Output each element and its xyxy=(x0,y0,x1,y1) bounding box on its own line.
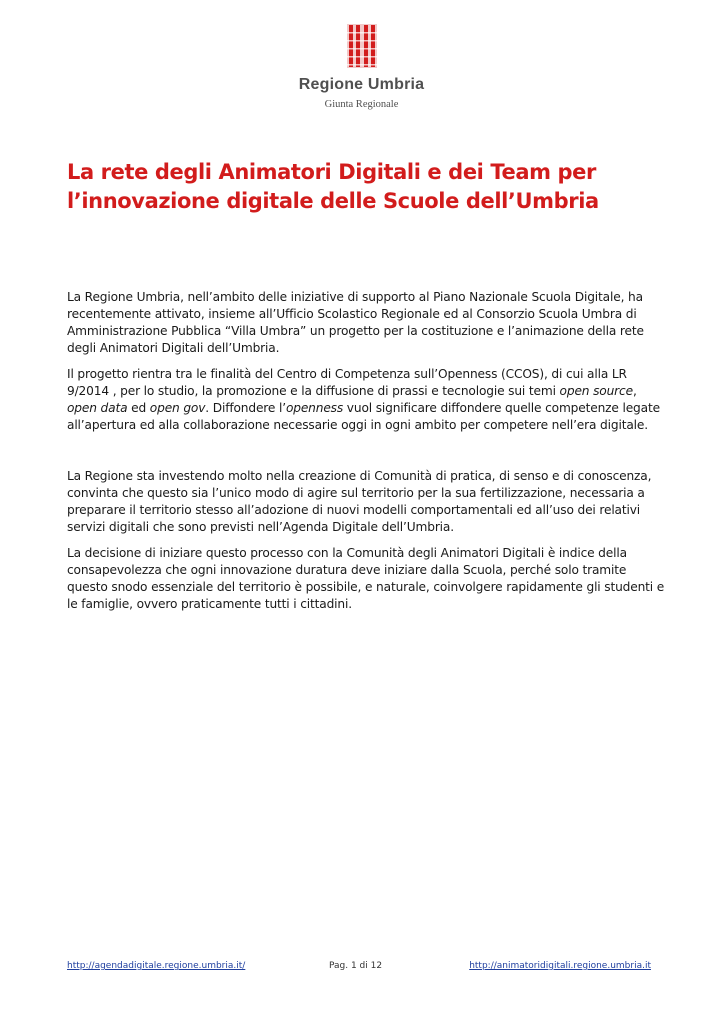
title-line-1: La rete degli Animatori Digitali e dei Team per xyxy=(67,160,596,184)
footer-link-agenda-digitale[interactable]: http://agendadigitale.regione.umbria.it/ xyxy=(67,961,246,971)
paragraph-2 xyxy=(67,366,667,434)
paragraph-2-text-b: , xyxy=(632,384,637,398)
paragraph-4: La decisione di iniziare questo processo con la Comunità degli Animatori Digitali è indice della consapevolezza che ogni innovazione duratura deve iniziare dalla Scuola, perché solo tramite questo snodo essenziale del territorio è possibile, e naturale, coinvolgere rapidamente gli studenti e le famiglie, ovvero praticamente tutti i cittadini. xyxy=(67,546,665,611)
term-open-data: open data xyxy=(67,401,128,415)
org-name: Regione Umbria xyxy=(298,76,425,93)
regione-umbria-emblem-icon xyxy=(347,24,377,68)
term-open-source: open source xyxy=(559,384,633,398)
paragraph-2-text-e: vuol significare diffondere quelle competenze legate all’apertura ed alla collaborazione necessarie oggi in ogni ambito per competere nell’era digitale. xyxy=(67,401,660,432)
page-footer xyxy=(67,961,651,975)
paragraph-3: La Regione sta investendo molto nella creazione di Comunità di pratica, di senso e di conoscenza, convinta che questo sia l’unico modo di agire sul territorio per la sua fertilizzazione, necessaria a preparare il territorio stesso all’adozione di nuovi modelli comportamentali ed all’uso dei relativi servizi digitali che sono previsti nell’Agenda Digitale dell’Umbria. xyxy=(67,469,652,534)
paragraph-2-text-c: ed xyxy=(127,401,150,415)
term-open-gov: open gov xyxy=(149,401,206,415)
org-subtitle: Giunta Regionale xyxy=(324,99,399,110)
footer-link-animatori-digitali[interactable]: http://animatoridigitali.regione.umbria.it xyxy=(469,961,651,971)
paragraph-2-text-d: . Diffondere l’ xyxy=(205,401,286,415)
regione-umbria-logo xyxy=(0,24,723,110)
document-body xyxy=(67,289,667,622)
page-number: Pag. 1 di 12 xyxy=(329,961,383,971)
paragraph-2-text-a: Il progetto rientra tra le finalità del Centro di Competenza sull’Openness (CCOS), di cui alla LR 9/2014 , per lo studio, la promozione e la diffusione di prassi e tecnologie sui temi xyxy=(67,367,627,398)
document-title xyxy=(67,158,667,216)
paragraph-1: La Regione Umbria, nell’ambito delle iniziative di supporto al Piano Nazionale Scuola Digitale, ha recentemente attivato, insieme all’Ufficio Scolastico Regionale ed al Consorzio Scuola Umbra di Amministrazione Pubblica “Villa Umbra” un progetto per la costituzione e l’animazione della rete degli Animatori Digitali dell’Umbria. xyxy=(67,290,644,355)
term-openness: openness xyxy=(285,401,344,415)
title-line-2: l’innovazione digitale delle Scuole dell’Umbria xyxy=(67,189,599,213)
